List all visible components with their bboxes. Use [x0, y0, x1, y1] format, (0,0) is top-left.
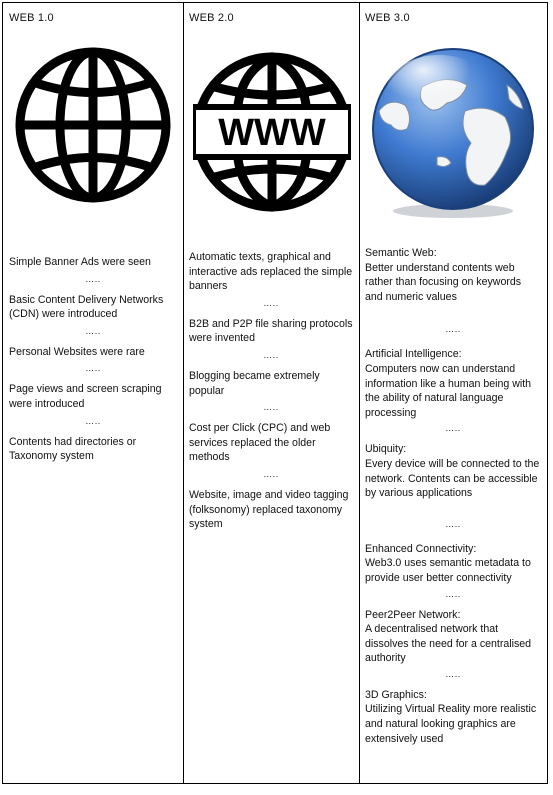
- column-web2: [183, 3, 360, 783]
- earth-globe-icon: [367, 45, 539, 221]
- www-label: WWW: [218, 112, 326, 154]
- globe-wireframe-icon: [13, 45, 173, 205]
- separator: …..: [85, 273, 101, 284]
- items-web3: [365, 246, 541, 746]
- list-item-text: Every device will be connected to the network. Contents can be accessible by various applications: [365, 457, 540, 500]
- column-web3: [359, 3, 547, 783]
- www-globe-icon: [193, 45, 351, 219]
- separator: …..: [85, 363, 101, 374]
- list-item-text: A decentralised network that dissolves the need for a centralised authority: [365, 623, 532, 665]
- list-item: Blogging became extremely popular: [189, 369, 320, 397]
- list-item-text: Computers now can understand information like a human being with the ability of natural language processing: [365, 362, 532, 419]
- list-item: Simple Banner Ads were seen: [9, 256, 151, 268]
- separator: …..: [85, 415, 101, 426]
- list-item: Basic Content Delivery Networks (CDN) were introduced: [9, 293, 164, 321]
- separator: …..: [263, 402, 279, 413]
- list-item: Cost per Click (CPC) and web services replaced the older methods: [189, 422, 331, 464]
- column-header-web2: WEB 2.0: [189, 12, 234, 24]
- list-item: Automatic texts, graphical and interactive ads replaced the simple banners: [189, 251, 353, 293]
- separator: …..: [445, 668, 461, 679]
- separator: …..: [445, 423, 461, 434]
- list-item: Page views and screen scraping were introduced: [9, 383, 162, 410]
- list-item-title: Peer2Peer Network:: [365, 608, 461, 621]
- list-item: Contents had directories or Taxonomy system: [9, 435, 137, 463]
- list-item-text: Web3.0 uses semantic metadata to provide user better connectivity: [365, 557, 531, 584]
- list-item-text: Utilizing Virtual Reality more realistic and natural looking graphics are extensively used: [365, 703, 537, 745]
- list-item-title: Enhanced Connectivity:: [365, 542, 477, 555]
- separator: …..: [445, 324, 461, 335]
- column-header-web1: WEB 1.0: [9, 12, 54, 24]
- separator: …..: [263, 297, 279, 308]
- list-item: Website, image and video tagging (folksonomy) replaced taxonomy system: [189, 488, 349, 531]
- list-item-title: Semantic Web:: [365, 247, 437, 259]
- separator: …..: [263, 349, 279, 360]
- comparison-table: [2, 2, 548, 784]
- list-item-text: Better understand contents web rather than focusing on keywords and numeric values: [365, 261, 522, 303]
- column-web1: [3, 3, 184, 783]
- separator: …..: [85, 325, 101, 336]
- column-header-web3: WEB 3.0: [365, 12, 410, 24]
- list-item-title: Ubiquity:: [365, 443, 407, 456]
- list-item-title: Artificial Intelligence:: [365, 348, 462, 361]
- items-web2: [189, 250, 353, 532]
- separator: …..: [445, 518, 461, 529]
- items-web1: [9, 255, 177, 464]
- separator: …..: [445, 588, 461, 599]
- list-item: B2B and P2P file sharing protocols were invented: [189, 317, 353, 345]
- list-item-title: 3D Graphics:: [365, 688, 427, 701]
- list-item: Personal Websites were rare: [9, 345, 145, 358]
- separator: …..: [263, 468, 279, 479]
